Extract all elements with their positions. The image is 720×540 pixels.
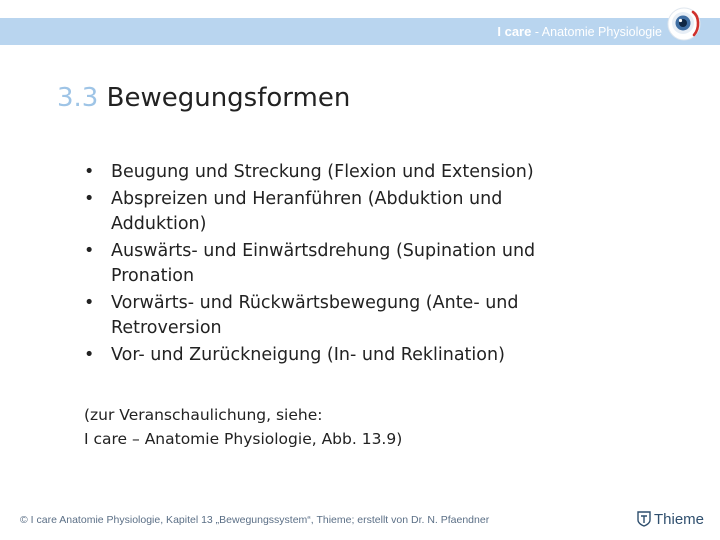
note-line-2: I care – Anatomie Physiologie, Abb. 13.9)	[84, 430, 403, 448]
bullet-text: Abspreizen und Heranführen (Abduktion und	[111, 188, 503, 209]
brand-label	[497, 24, 662, 39]
bullet-text: Vorwärts- und Rückwärtsbewegung (Ante- und	[111, 292, 519, 313]
bullet-dot: •	[84, 188, 95, 209]
list-item	[84, 343, 624, 369]
thieme-logo-icon	[637, 511, 651, 527]
section-number: 3.3	[57, 83, 99, 113]
bullet-text-continued: Pronation	[111, 266, 195, 286]
list-item	[84, 291, 624, 342]
list-item	[84, 239, 624, 290]
brand-sub: - Anatomie Physiologie	[531, 25, 662, 39]
bullet-text-continued: Adduktion)	[111, 214, 207, 234]
bullet-text: Auswärts- und Einwärtsdrehung (Supination und	[111, 240, 536, 261]
publisher-name: Thieme	[654, 511, 705, 528]
bullet-text: Vor- und Zurückneigung (In- und Reklination)	[111, 344, 505, 365]
bullet-list	[84, 160, 624, 369]
brand-main: I care	[497, 24, 532, 39]
bullet-text-continued: Retroversion	[111, 318, 222, 338]
bullet-dot: •	[84, 240, 95, 261]
bullet-dot: •	[84, 292, 95, 313]
bullet-dot: •	[84, 344, 95, 365]
eye-logo-icon	[666, 6, 702, 42]
bullet-dot: •	[84, 162, 95, 182]
bullet-text: Beugung und Streckung (Flexion und Extension)	[111, 162, 534, 182]
thieme-logo	[637, 511, 704, 528]
list-item	[84, 187, 624, 238]
slide-title	[57, 83, 350, 113]
section-title: Bewegungsformen	[106, 83, 351, 113]
list-item	[84, 160, 624, 186]
top-strip	[0, 0, 720, 18]
reference-note	[84, 403, 644, 451]
footer-copyright: © I care Anatomie Physiologie, Kapitel 13 „Bewegungssystem“, Thieme; erstellt von Dr. N. Pfaendner	[20, 514, 490, 526]
note-line-1: (zur Veranschaulichung, siehe:	[84, 406, 323, 424]
